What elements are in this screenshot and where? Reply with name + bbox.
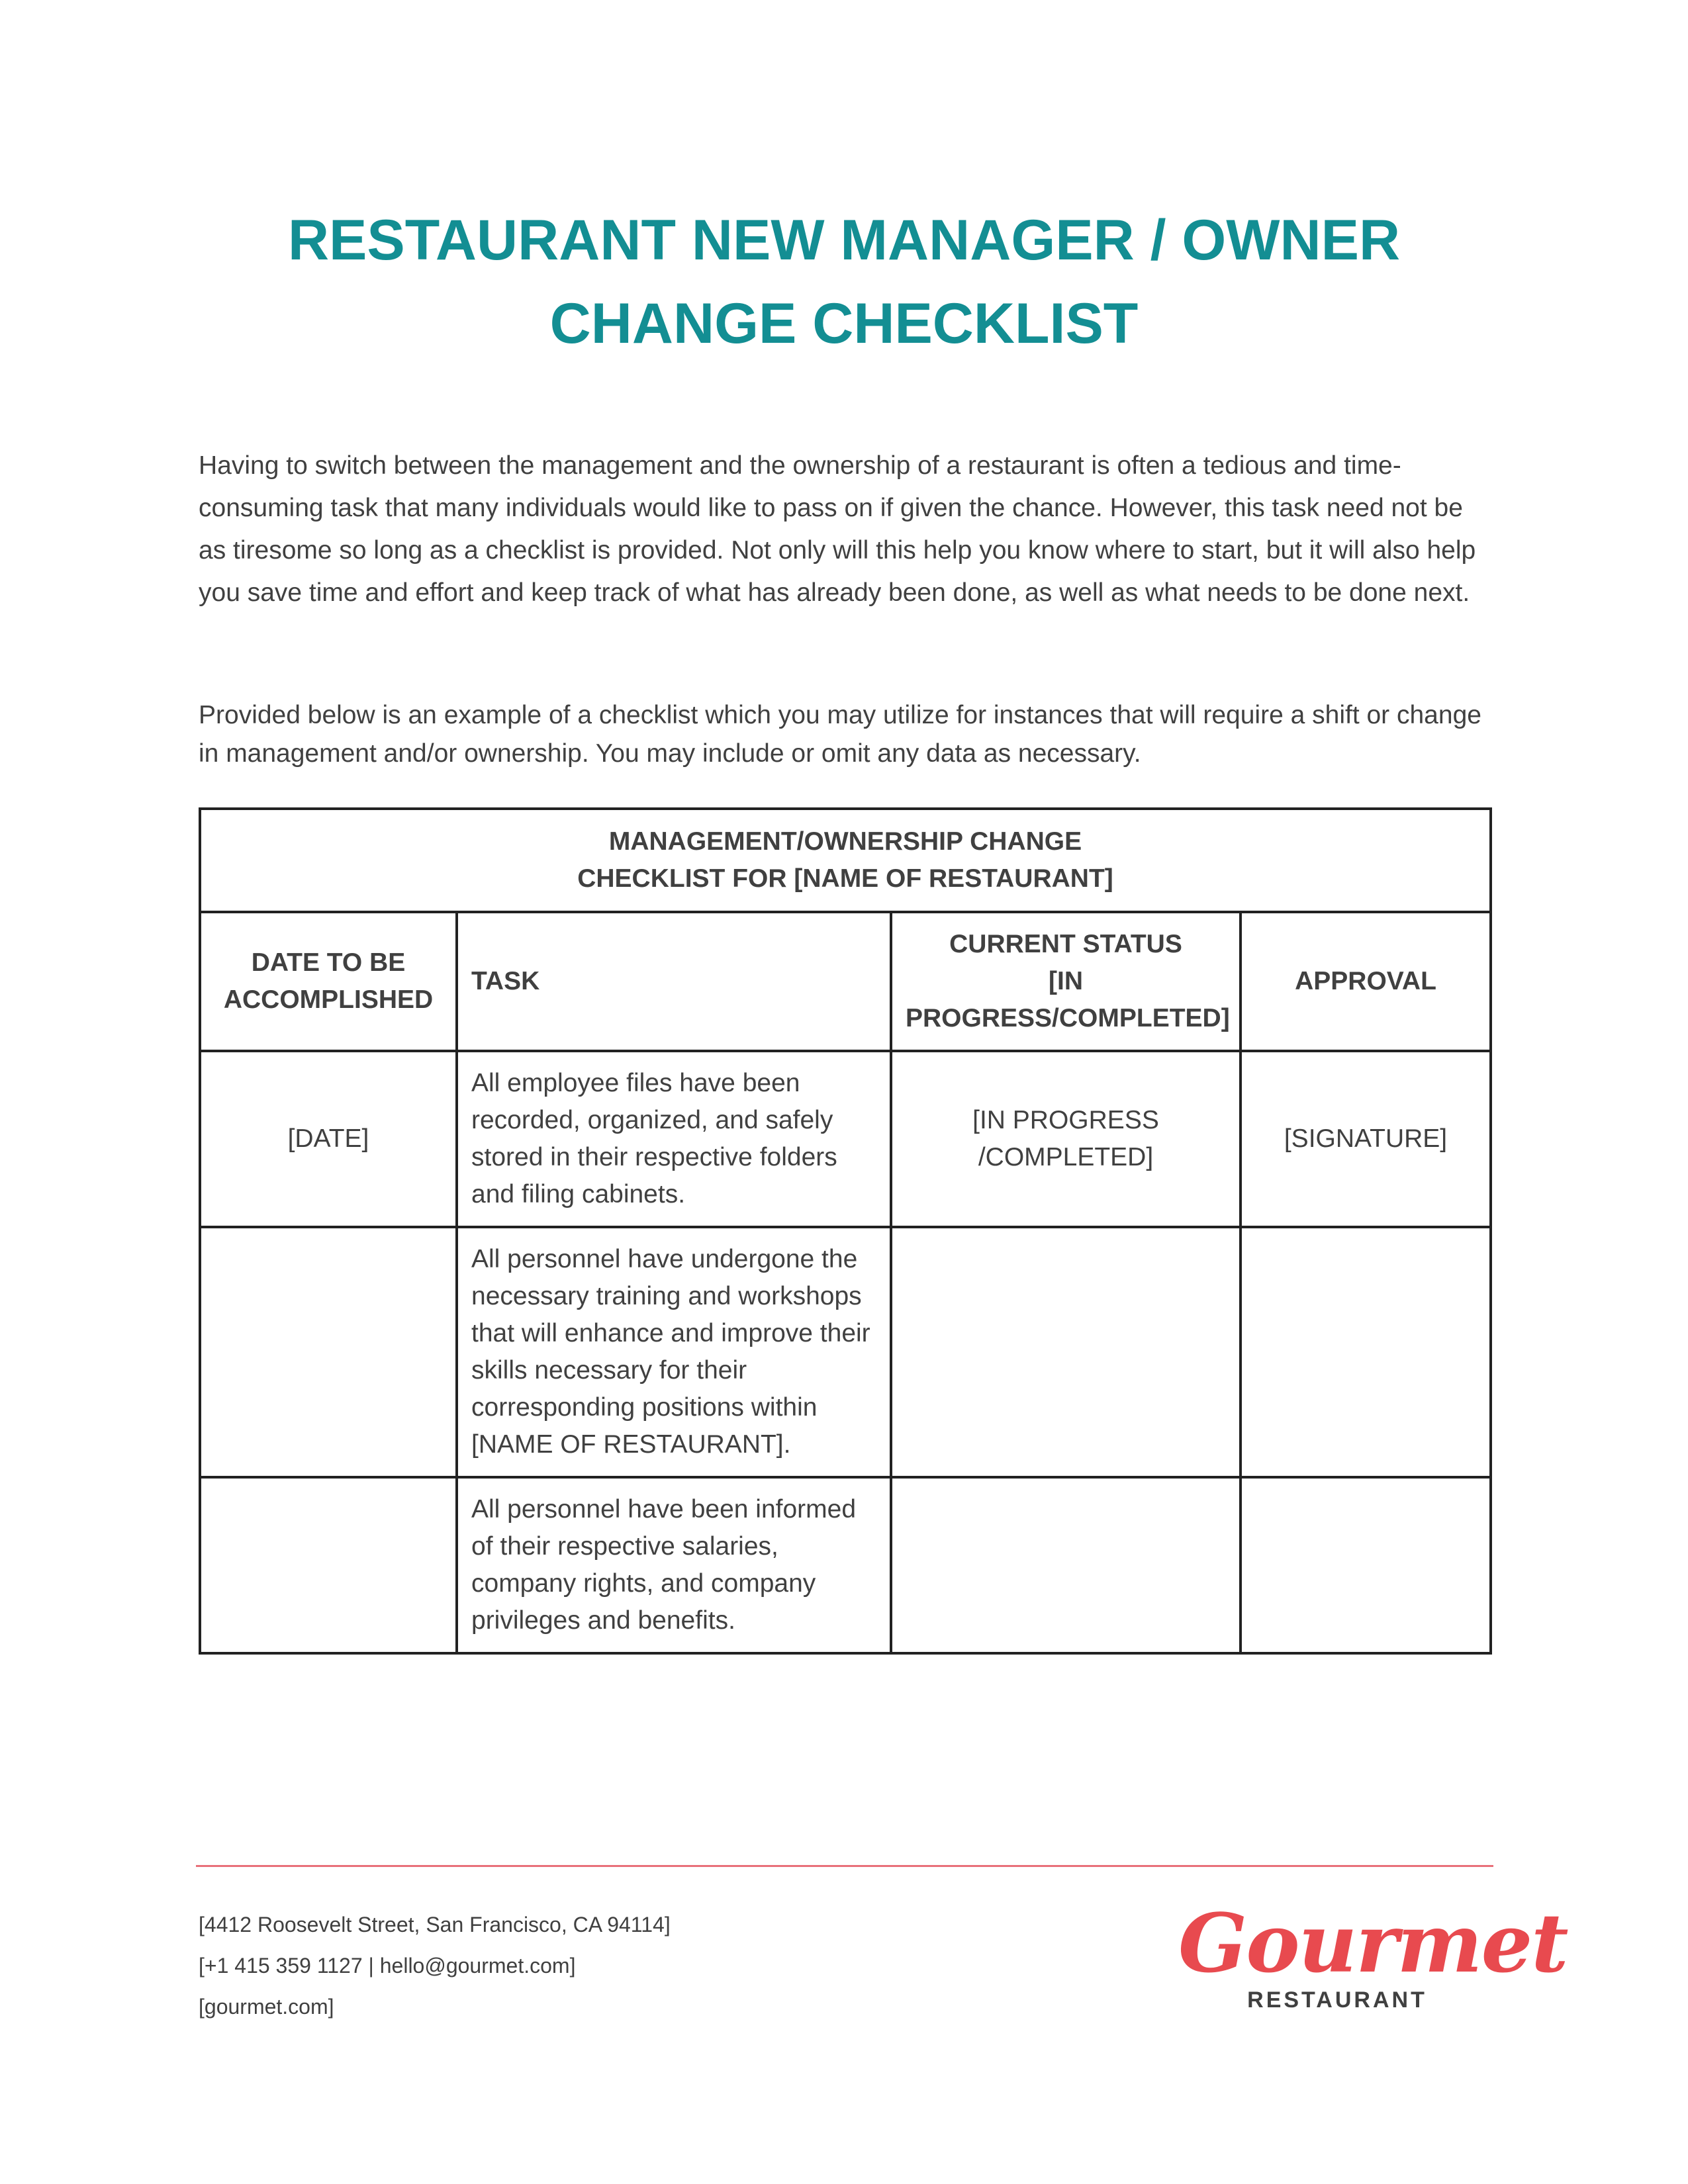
intro-paragraph: Having to switch between the management and the ownership of a restaurant is often a tedious and time-consuming task that many individuals would like to pass on if given the chance. However, this task need not be as tiresome so long as a checklist is provided. Not only will this help you know where to start, but it will also help you save time and effort and keep track of what has already been done, as well as what needs to be done next. <box>199 451 1476 607</box>
header-status <box>891 912 1241 1051</box>
instructions-paragraph: Provided below is an example of a checklist which you may utilize for instances that will require a shift or change in management and/or ownership. You may include or omit any data as necessary. <box>199 701 1481 768</box>
table-title-line2: CHECKLIST FOR [NAME OF RESTAURANT] <box>577 864 1113 893</box>
page-title <box>165 199 1523 365</box>
status-cell[interactable] <box>891 1227 1241 1477</box>
table-title-line1: MANAGEMENT/OWNERSHIP CHANGE <box>608 827 1082 856</box>
table-row <box>200 1477 1491 1653</box>
status-line2: /COMPLETED] <box>978 1143 1154 1171</box>
status-line1: [IN PROGRESS <box>972 1106 1159 1134</box>
approval-cell[interactable]: [SIGNATURE] <box>1241 1051 1491 1227</box>
task-cell: All employee files have been recorded, organized, and safely stored in their respective folders and filing cabinets. <box>457 1051 891 1227</box>
header-status-line1: CURRENT STATUS <box>949 930 1182 958</box>
date-cell[interactable] <box>200 1227 457 1477</box>
status-cell[interactable] <box>891 1051 1241 1227</box>
approval-cell[interactable] <box>1241 1477 1491 1653</box>
table-row <box>200 1227 1491 1477</box>
table-header-row <box>200 912 1491 1051</box>
footer-website[interactable]: [gourmet.com] <box>199 1995 334 2019</box>
page-title-line2: CHANGE CHECKLIST <box>549 292 1139 355</box>
date-cell[interactable] <box>200 1477 457 1653</box>
table-title <box>200 809 1491 912</box>
logo-wordmark: Gourmet <box>1178 1895 1568 1991</box>
approval-cell[interactable] <box>1241 1227 1491 1477</box>
table-row <box>200 1051 1491 1227</box>
task-cell: All personnel have undergone the necessary training and workshops that will enhance and improve their skills necessary for their corresponding positions within [NAME OF RESTAURANT]. <box>457 1227 891 1477</box>
header-date <box>200 912 457 1051</box>
logo-subtext: RESTAURANT <box>1247 1987 1427 2013</box>
header-date-line1: DATE TO BE <box>251 948 406 977</box>
gourmet-logo <box>1178 1895 1568 2020</box>
header-status-line2: [IN <box>1049 967 1083 995</box>
checklist-table <box>199 807 1492 1655</box>
date-cell[interactable]: [DATE] <box>200 1051 457 1227</box>
table-title-row <box>200 809 1491 912</box>
footer-contact[interactable]: [+1 415 359 1127 | hello@gourmet.com] <box>199 1954 576 1978</box>
status-cell[interactable] <box>891 1477 1241 1653</box>
task-cell: All personnel have been informed of their respective salaries, company rights, and company privileges and benefits. <box>457 1477 891 1653</box>
header-date-line2: ACCOMPLISHED <box>223 985 434 1014</box>
footer-divider <box>196 1865 1493 1867</box>
header-approval: APPROVAL <box>1241 912 1491 1051</box>
footer-address: [4412 Roosevelt Street, San Francisco, CA 94114] <box>199 1913 671 1936</box>
header-task: TASK <box>457 912 891 1051</box>
header-status-line3: PROGRESS/COMPLETED] <box>906 1004 1230 1032</box>
page-title-line1: RESTAURANT NEW MANAGER / OWNER <box>287 208 1401 272</box>
